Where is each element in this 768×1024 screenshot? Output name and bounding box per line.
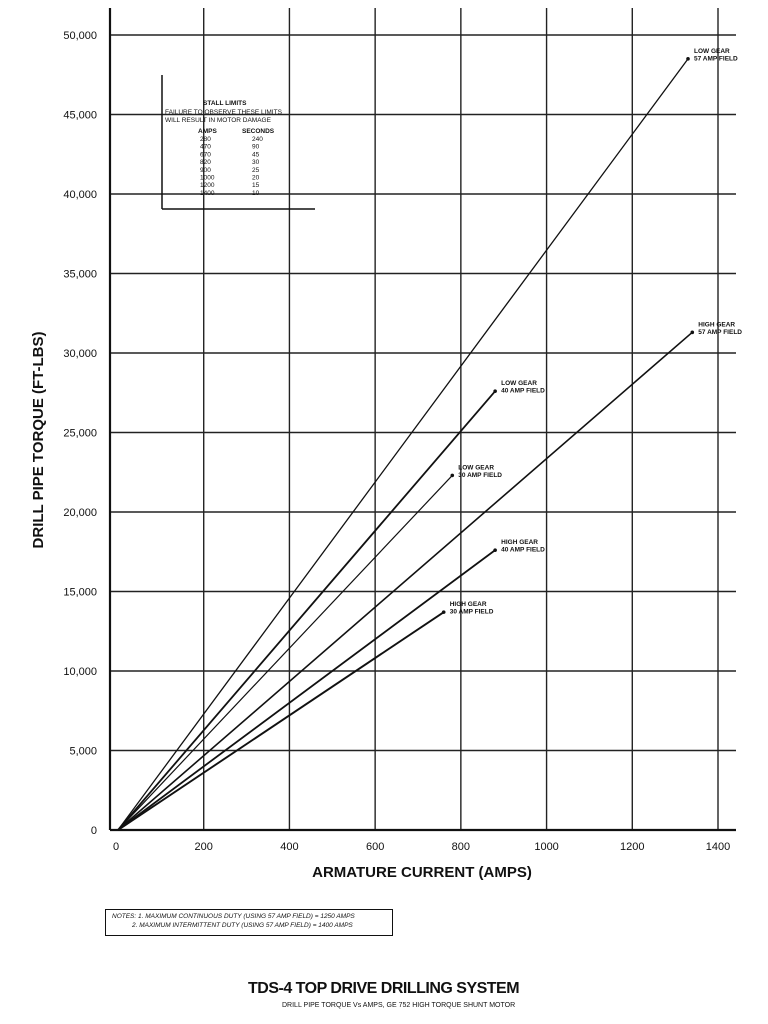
series-endpoint (690, 331, 694, 335)
x-tick-label: 800 (451, 841, 471, 853)
series-endpoint (493, 548, 497, 552)
x-tick-label: 1000 (534, 841, 559, 853)
y-tick-label: 30,000 (63, 348, 97, 360)
stall-col-seconds: SECONDS (242, 128, 275, 135)
series-label: 57 AMP FIELD (698, 328, 743, 336)
y-tick-label: 45,000 (63, 109, 97, 122)
stall-limits-box (162, 75, 315, 209)
stall-seconds-value: 90 (252, 143, 260, 151)
series-line (118, 475, 452, 830)
x-tick-label: 600 (365, 841, 385, 853)
footer-subtitle: DRILL PIPE TORQUE Vs AMPS, GE 752 HIGH TORQUE SHUNT MOTOR (282, 1002, 516, 1009)
x-tick-label: 0 (112, 841, 120, 853)
stall-seconds-value: 45 (252, 151, 260, 159)
stall-limits-title: STALL LIMITS (203, 100, 247, 107)
y-tick-label: 25,000 (63, 427, 97, 440)
stall-amps-value: 1000 (200, 174, 215, 182)
stall-col-amps: AMPS (198, 128, 217, 135)
series-endpoint (450, 474, 454, 478)
series-line (118, 391, 495, 830)
series-label: 57 AMP FIELD (694, 55, 738, 63)
y-tick-label: 10,000 (63, 666, 97, 678)
series-label: 30 AMP FIELD (449, 608, 494, 616)
stall-amps-value: 1200 (200, 182, 215, 190)
stall-seconds-value: 15 (252, 182, 260, 190)
x-tick-label: 1200 (620, 841, 645, 853)
y-axis-title: DRILL PIPE TORQUE (FT-LBS) (30, 331, 47, 549)
stall-amps-value: 470 (200, 143, 211, 151)
stall-seconds-value: 30 (252, 159, 260, 167)
series-label: 30 AMP FIELD (458, 471, 503, 479)
notes-box (105, 909, 393, 936)
y-tick-label: 40,000 (63, 189, 97, 201)
x-tick-label: 1400 (705, 841, 731, 853)
stall-amps-value: 1400 (200, 189, 215, 197)
tick-labels (63, 30, 730, 853)
y-tick-label: 20,000 (63, 507, 97, 519)
stall-seconds-value: 20 (252, 174, 260, 182)
stall-amps-value: 280 (200, 136, 211, 143)
x-tick-label: 200 (194, 841, 213, 853)
stall-warning-line1: FAILURE TO OBSERVE THESE LIMITS (165, 109, 282, 116)
series-endpoint (686, 57, 690, 61)
footer-title: TDS-4 TOP DRIVE DRILLING SYSTEM (248, 980, 520, 997)
series-label: 40 AMP FIELD (501, 387, 545, 395)
x-tick-label: 400 (280, 841, 299, 853)
x-axis-title: ARMATURE CURRENT (AMPS) (312, 864, 532, 881)
stall-amps-value: 900 (200, 166, 211, 174)
stall-rows (200, 136, 263, 197)
series-labels (450, 48, 743, 616)
series-label: HIGH GEAR (698, 321, 736, 329)
series-label: HIGH GEAR (501, 539, 538, 547)
stall-amps-value: 820 (200, 159, 211, 167)
stall-amps-value: 670 (200, 151, 211, 159)
series-label: HIGH GEAR (449, 601, 487, 609)
series-label: 40 AMP FIELD (501, 546, 545, 554)
y-tick-label: 50,000 (63, 30, 97, 42)
series-endpoint (493, 389, 497, 393)
stall-seconds-value: 10 (252, 189, 260, 197)
stall-warning-line2: WILL RESULT IN MOTOR DAMAGE (165, 117, 271, 124)
note-line-1: NOTES: 1. MAXIMUM CONTINUOUS DUTY (USING 57 AMP FIELD) = 1250 AMPS (112, 913, 355, 920)
stall-seconds-value: 25 (252, 166, 260, 174)
y-tick-label: 15,000 (63, 586, 97, 599)
series-endpoint (442, 610, 446, 614)
series-line (118, 612, 444, 830)
y-tick-label: 5,000 (69, 745, 97, 758)
note-line-2: 2. MAXIMUM INTERMITTENT DUTY (USING 57 AMP FIELD) = 1400 AMPS (132, 922, 353, 929)
y-tick-label: 0 (90, 825, 97, 837)
stall-seconds-value: 240 (252, 136, 263, 143)
series-label: LOW GEAR (694, 47, 730, 55)
series-label: LOW GEAR (501, 380, 537, 388)
series-label: LOW GEAR (458, 464, 495, 472)
y-tick-label: 35,000 (63, 268, 97, 281)
